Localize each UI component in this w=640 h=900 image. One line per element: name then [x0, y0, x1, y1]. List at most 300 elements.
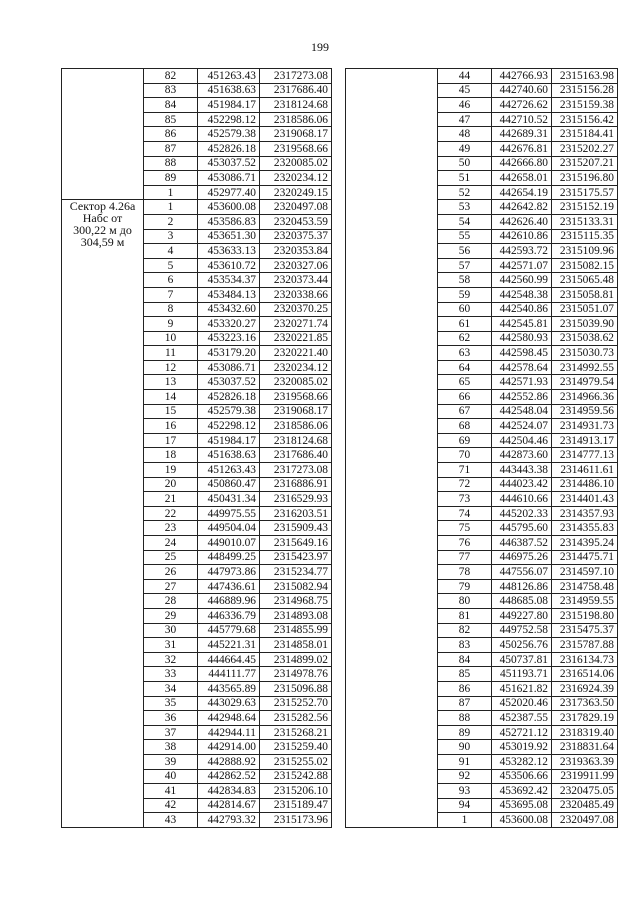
- point-number: 4: [144, 244, 198, 259]
- point-number: 89: [144, 171, 198, 186]
- coordinate-x: 453600.08: [198, 200, 260, 215]
- coordinate-y: 2320497.08: [260, 200, 332, 215]
- coordinate-y: 2315255.02: [260, 754, 332, 769]
- coordinate-y: 2314486.10: [552, 477, 618, 492]
- coordinate-x: 442578.64: [492, 360, 552, 375]
- coordinate-y: 2315163.98: [552, 69, 618, 84]
- point-number: 44: [438, 69, 492, 84]
- coordinate-y: 2315202.27: [552, 141, 618, 156]
- point-number: 26: [144, 565, 198, 580]
- point-number: 55: [438, 229, 492, 244]
- coordinate-x: 443443.38: [492, 463, 552, 478]
- coordinate-y: 2315207.21: [552, 156, 618, 171]
- point-number: 32: [144, 652, 198, 667]
- coordinate-y: 2315082.94: [260, 579, 332, 594]
- point-number: 78: [438, 565, 492, 580]
- coordinate-y: 2315030.73: [552, 346, 618, 361]
- coordinate-y: 2314475.71: [552, 550, 618, 565]
- table-row: [62, 200, 332, 215]
- point-number: 27: [144, 579, 198, 594]
- coordinate-x: 452826.18: [198, 141, 260, 156]
- point-number: 16: [144, 419, 198, 434]
- sector-label: Сектор 4.26а Набс от 300,22 м до 304,59 м: [62, 200, 144, 828]
- coordinate-x: 442793.32: [198, 813, 260, 828]
- coordinate-x: 442658.01: [492, 171, 552, 186]
- coordinate-x: 444023.42: [492, 477, 552, 492]
- coordinate-x: 442689.31: [492, 127, 552, 142]
- point-number: 20: [144, 477, 198, 492]
- coordinate-x: 453692.42: [492, 784, 552, 799]
- coordinate-y: 2318586.06: [260, 419, 332, 434]
- coordinate-x: 442710.52: [492, 112, 552, 127]
- coordinate-x: 443565.89: [198, 681, 260, 696]
- coordinate-x: 453019.92: [492, 740, 552, 755]
- coordinate-x: 451984.17: [198, 433, 260, 448]
- coordinate-y: 2315189.47: [260, 798, 332, 813]
- coordinate-y: 2315159.38: [552, 98, 618, 113]
- coordinate-y: 2315475.37: [552, 623, 618, 638]
- point-number: 9: [144, 317, 198, 332]
- coordinate-x: 445221.31: [198, 638, 260, 653]
- coordinate-x: 444664.45: [198, 652, 260, 667]
- point-number: 52: [438, 185, 492, 200]
- coordinate-y: 2315051.07: [552, 302, 618, 317]
- coordinate-y: 2314855.99: [260, 623, 332, 638]
- coordinate-x: 451263.43: [198, 69, 260, 84]
- coordinate-x: 453506.66: [492, 769, 552, 784]
- point-number: 71: [438, 463, 492, 478]
- point-number: 85: [144, 112, 198, 127]
- point-number: 65: [438, 375, 492, 390]
- coordinates-table-left: [61, 68, 332, 828]
- point-number: 18: [144, 448, 198, 463]
- coordinate-x: 449975.55: [198, 506, 260, 521]
- point-number: 14: [144, 390, 198, 405]
- coordinate-x: 442740.60: [492, 83, 552, 98]
- point-number: 94: [438, 798, 492, 813]
- point-number: 3: [144, 229, 198, 244]
- point-number: 84: [144, 98, 198, 113]
- coordinate-x: 442944.11: [198, 725, 260, 740]
- coordinate-y: 2315184.41: [552, 127, 618, 142]
- coordinate-x: 450256.76: [492, 638, 552, 653]
- coordinate-y: 2314968.75: [260, 594, 332, 609]
- coordinate-y: 2316134.73: [552, 652, 618, 667]
- coordinate-x: 442504.46: [492, 433, 552, 448]
- point-number: 22: [144, 506, 198, 521]
- point-number: 67: [438, 404, 492, 419]
- coordinate-y: 2316924.39: [552, 681, 618, 696]
- point-number: 91: [438, 754, 492, 769]
- coordinate-y: 2314992.55: [552, 360, 618, 375]
- point-number: 82: [438, 623, 492, 638]
- coordinate-x: 451621.82: [492, 681, 552, 696]
- coordinate-y: 2315787.88: [552, 638, 618, 653]
- coordinate-y: 2314899.02: [260, 652, 332, 667]
- point-number: 88: [438, 711, 492, 726]
- point-number: 93: [438, 784, 492, 799]
- coordinate-x: 443029.63: [198, 696, 260, 711]
- point-number: 89: [438, 725, 492, 740]
- coordinate-x: 453695.08: [492, 798, 552, 813]
- point-number: 69: [438, 433, 492, 448]
- coordinate-x: 442834.83: [198, 784, 260, 799]
- coordinate-y: 2315259.40: [260, 740, 332, 755]
- coordinate-y: 2315268.21: [260, 725, 332, 740]
- table-row: [62, 69, 332, 84]
- coordinate-x: 442948.64: [198, 711, 260, 726]
- coordinate-x: 453610.72: [198, 258, 260, 273]
- point-number: 42: [144, 798, 198, 813]
- coordinate-x: 442642.82: [492, 200, 552, 215]
- point-number: 88: [144, 156, 198, 171]
- coordinate-y: 2316203.51: [260, 506, 332, 521]
- coordinate-x: 453223.16: [198, 331, 260, 346]
- coordinate-y: 2315038.62: [552, 331, 618, 346]
- coordinate-x: 453179.20: [198, 346, 260, 361]
- coordinate-x: 452826.18: [198, 390, 260, 405]
- point-number: 83: [438, 638, 492, 653]
- coordinate-y: 2314959.56: [552, 404, 618, 419]
- point-number: 79: [438, 579, 492, 594]
- point-number: 45: [438, 83, 492, 98]
- coordinate-y: 2314777.13: [552, 448, 618, 463]
- coordinate-y: 2314931.73: [552, 419, 618, 434]
- point-number: 59: [438, 287, 492, 302]
- coordinate-y: 2314355.83: [552, 521, 618, 536]
- point-number: 23: [144, 521, 198, 536]
- coordinate-y: 2315234.77: [260, 565, 332, 580]
- coordinate-x: 442676.81: [492, 141, 552, 156]
- point-number: 19: [144, 463, 198, 478]
- coordinate-x: 450860.47: [198, 477, 260, 492]
- point-number: 63: [438, 346, 492, 361]
- point-number: 51: [438, 171, 492, 186]
- coordinate-x: 453037.52: [198, 156, 260, 171]
- coordinate-y: 2314611.61: [552, 463, 618, 478]
- coordinate-x: 452298.12: [198, 112, 260, 127]
- point-number: 21: [144, 492, 198, 507]
- point-number: 84: [438, 652, 492, 667]
- coordinate-x: 442560.99: [492, 273, 552, 288]
- point-number: 15: [144, 404, 198, 419]
- coordinate-x: 452579.38: [198, 404, 260, 419]
- coordinate-x: 449010.07: [198, 536, 260, 551]
- coordinate-y: 2316886.91: [260, 477, 332, 492]
- point-number: 86: [144, 127, 198, 142]
- point-number: 7: [144, 287, 198, 302]
- coordinate-x: 449227.80: [492, 608, 552, 623]
- coordinate-y: 2320485.49: [552, 798, 618, 813]
- coordinate-x: 450431.34: [198, 492, 260, 507]
- coordinate-x: 446975.26: [492, 550, 552, 565]
- coordinate-y: 2315206.10: [260, 784, 332, 799]
- point-number: 41: [144, 784, 198, 799]
- coordinate-y: 2315173.96: [260, 813, 332, 828]
- coordinate-y: 2314858.01: [260, 638, 332, 653]
- point-number: 81: [438, 608, 492, 623]
- coordinate-x: 442610.86: [492, 229, 552, 244]
- point-number: 39: [144, 754, 198, 769]
- coordinate-x: 453600.08: [492, 813, 552, 828]
- point-number: 31: [144, 638, 198, 653]
- coordinate-y: 2320234.12: [260, 360, 332, 375]
- coordinate-x: 442524.07: [492, 419, 552, 434]
- point-number: 83: [144, 83, 198, 98]
- coordinate-y: 2314893.08: [260, 608, 332, 623]
- coordinate-x: 452387.55: [492, 711, 552, 726]
- coordinate-y: 2315649.16: [260, 536, 332, 551]
- coordinate-y: 2319068.17: [260, 127, 332, 142]
- point-number: 49: [438, 141, 492, 156]
- coordinate-x: 446387.52: [492, 536, 552, 551]
- coordinate-x: 442545.81: [492, 317, 552, 332]
- coordinate-y: 2315133.31: [552, 214, 618, 229]
- coordinate-y: 2320327.06: [260, 258, 332, 273]
- point-number: 87: [144, 141, 198, 156]
- point-number: 37: [144, 725, 198, 740]
- coordinate-x: 445779.68: [198, 623, 260, 638]
- point-number: 13: [144, 375, 198, 390]
- point-number: 43: [144, 813, 198, 828]
- point-number: 85: [438, 667, 492, 682]
- point-number: 86: [438, 681, 492, 696]
- coordinate-x: 453086.71: [198, 171, 260, 186]
- coordinate-x: 442766.93: [492, 69, 552, 84]
- coordinate-y: 2320453.59: [260, 214, 332, 229]
- point-number: 68: [438, 419, 492, 434]
- point-number: 92: [438, 769, 492, 784]
- coordinate-x: 445795.60: [492, 521, 552, 536]
- coordinate-x: 446336.79: [198, 608, 260, 623]
- coordinate-y: 2317273.08: [260, 69, 332, 84]
- coordinate-x: 447973.86: [198, 565, 260, 580]
- point-number: 28: [144, 594, 198, 609]
- point-number: 11: [144, 346, 198, 361]
- coordinate-y: 2315252.70: [260, 696, 332, 711]
- coordinate-y: 2320375.37: [260, 229, 332, 244]
- coordinate-x: 444610.66: [492, 492, 552, 507]
- coordinate-y: 2315039.90: [552, 317, 618, 332]
- coordinate-y: 2317363.50: [552, 696, 618, 711]
- coordinate-x: 451638.63: [198, 83, 260, 98]
- coordinate-x: 445202.33: [492, 506, 552, 521]
- coordinate-x: 442552.86: [492, 390, 552, 405]
- coordinate-x: 451263.43: [198, 463, 260, 478]
- point-number: 30: [144, 623, 198, 638]
- coordinate-y: 2317829.19: [552, 711, 618, 726]
- coordinate-x: 448499.25: [198, 550, 260, 565]
- point-number: 24: [144, 536, 198, 551]
- point-number: 2: [144, 214, 198, 229]
- point-number: 74: [438, 506, 492, 521]
- sector-cell-continuation: [346, 69, 438, 828]
- coordinate-x: 453282.12: [492, 754, 552, 769]
- coordinate-y: 2315152.19: [552, 200, 618, 215]
- coordinate-x: 444111.77: [198, 667, 260, 682]
- coordinate-x: 452721.12: [492, 725, 552, 740]
- coordinate-y: 2315156.28: [552, 83, 618, 98]
- point-number: 70: [438, 448, 492, 463]
- coordinate-x: 442571.07: [492, 258, 552, 273]
- point-number: 12: [144, 360, 198, 375]
- point-number: 1: [438, 813, 492, 828]
- coordinate-x: 451984.17: [198, 98, 260, 113]
- coordinate-x: 452579.38: [198, 127, 260, 142]
- coordinate-x: 442814.67: [198, 798, 260, 813]
- coordinate-x: 453086.71: [198, 360, 260, 375]
- coordinate-y: 2314913.17: [552, 433, 618, 448]
- coordinate-y: 2315156.42: [552, 112, 618, 127]
- point-number: 72: [438, 477, 492, 492]
- coordinate-x: 447556.07: [492, 565, 552, 580]
- point-number: 1: [144, 200, 198, 215]
- coordinate-x: 449504.04: [198, 521, 260, 536]
- point-number: 5: [144, 258, 198, 273]
- coordinate-x: 442862.52: [198, 769, 260, 784]
- coordinate-x: 442571.93: [492, 375, 552, 390]
- coordinate-x: 448126.86: [492, 579, 552, 594]
- point-number: 77: [438, 550, 492, 565]
- coordinate-y: 2320338.66: [260, 287, 332, 302]
- coordinate-x: 450737.81: [492, 652, 552, 667]
- coordinate-x: 442580.93: [492, 331, 552, 346]
- coordinate-y: 2314966.36: [552, 390, 618, 405]
- point-number: 25: [144, 550, 198, 565]
- coordinate-x: 452298.12: [198, 419, 260, 434]
- point-number: 76: [438, 536, 492, 551]
- point-number: 57: [438, 258, 492, 273]
- point-number: 8: [144, 302, 198, 317]
- coordinate-y: 2315242.88: [260, 769, 332, 784]
- coordinate-x: 442548.38: [492, 287, 552, 302]
- coordinate-y: 2320249.15: [260, 185, 332, 200]
- coordinate-x: 442548.04: [492, 404, 552, 419]
- coordinate-x: 442626.40: [492, 214, 552, 229]
- coordinate-x: 453432.60: [198, 302, 260, 317]
- coordinate-y: 2318831.64: [552, 740, 618, 755]
- coordinate-x: 452977.40: [198, 185, 260, 200]
- coordinate-y: 2315196.80: [552, 171, 618, 186]
- coordinate-y: 2314597.10: [552, 565, 618, 580]
- point-number: 82: [144, 69, 198, 84]
- coordinate-y: 2316529.93: [260, 492, 332, 507]
- coordinate-y: 2317686.40: [260, 448, 332, 463]
- coordinate-x: 442540.86: [492, 302, 552, 317]
- coordinate-x: 451193.71: [492, 667, 552, 682]
- coordinate-x: 453586.83: [198, 214, 260, 229]
- coordinate-x: 447436.61: [198, 579, 260, 594]
- coordinate-y: 2315909.43: [260, 521, 332, 536]
- coordinate-y: 2319068.17: [260, 404, 332, 419]
- coordinate-y: 2315282.56: [260, 711, 332, 726]
- coordinate-y: 2319568.66: [260, 141, 332, 156]
- point-number: 33: [144, 667, 198, 682]
- coordinate-x: 453651.30: [198, 229, 260, 244]
- point-number: 46: [438, 98, 492, 113]
- point-number: 53: [438, 200, 492, 215]
- point-number: 36: [144, 711, 198, 726]
- coordinate-x: 442873.60: [492, 448, 552, 463]
- point-number: 90: [438, 740, 492, 755]
- point-number: 34: [144, 681, 198, 696]
- coordinate-y: 2320497.08: [552, 813, 618, 828]
- point-number: 17: [144, 433, 198, 448]
- coordinate-y: 2315423.97: [260, 550, 332, 565]
- coordinate-y: 2314979.54: [552, 375, 618, 390]
- point-number: 64: [438, 360, 492, 375]
- point-number: 58: [438, 273, 492, 288]
- coordinate-y: 2320234.12: [260, 171, 332, 186]
- coordinate-y: 2315096.88: [260, 681, 332, 696]
- coordinate-x: 453534.37: [198, 273, 260, 288]
- point-number: 40: [144, 769, 198, 784]
- coordinate-y: 2320370.25: [260, 302, 332, 317]
- coordinate-x: 448685.08: [492, 594, 552, 609]
- coordinate-y: 2320475.05: [552, 784, 618, 799]
- coordinate-y: 2318319.40: [552, 725, 618, 740]
- coordinate-y: 2316514.06: [552, 667, 618, 682]
- coordinate-y: 2317273.08: [260, 463, 332, 478]
- point-number: 50: [438, 156, 492, 171]
- point-number: 80: [438, 594, 492, 609]
- coordinate-y: 2314395.24: [552, 536, 618, 551]
- coordinate-y: 2320221.40: [260, 346, 332, 361]
- coordinate-x: 442914.00: [198, 740, 260, 755]
- point-number: 47: [438, 112, 492, 127]
- coordinate-x: 442654.19: [492, 185, 552, 200]
- coordinate-x: 453037.52: [198, 375, 260, 390]
- coordinate-y: 2314758.48: [552, 579, 618, 594]
- point-number: 29: [144, 608, 198, 623]
- point-number: 48: [438, 127, 492, 142]
- coordinate-x: 442888.92: [198, 754, 260, 769]
- point-number: 38: [144, 740, 198, 755]
- coordinate-y: 2320373.44: [260, 273, 332, 288]
- point-number: 87: [438, 696, 492, 711]
- sector-cell-continuation: [62, 69, 144, 200]
- point-number: 1: [144, 185, 198, 200]
- coordinate-y: 2314978.76: [260, 667, 332, 682]
- point-number: 54: [438, 214, 492, 229]
- point-number: 75: [438, 521, 492, 536]
- point-number: 60: [438, 302, 492, 317]
- coordinate-x: 453320.27: [198, 317, 260, 332]
- table-row: [346, 69, 618, 84]
- coordinate-y: 2315082.15: [552, 258, 618, 273]
- coordinate-x: 442598.45: [492, 346, 552, 361]
- coordinate-x: 442666.80: [492, 156, 552, 171]
- coordinate-y: 2315175.57: [552, 185, 618, 200]
- coordinate-y: 2314959.55: [552, 594, 618, 609]
- coordinate-y: 2318124.68: [260, 98, 332, 113]
- coordinate-x: 446889.96: [198, 594, 260, 609]
- coordinate-x: 452020.46: [492, 696, 552, 711]
- coordinate-x: 449752.58: [492, 623, 552, 638]
- coordinate-y: 2315109.96: [552, 244, 618, 259]
- coordinate-x: 453633.13: [198, 244, 260, 259]
- coordinate-x: 442593.72: [492, 244, 552, 259]
- coordinate-y: 2319911.99: [552, 769, 618, 784]
- point-number: 6: [144, 273, 198, 288]
- point-number: 10: [144, 331, 198, 346]
- coordinate-x: 442726.62: [492, 98, 552, 113]
- coordinate-y: 2320221.85: [260, 331, 332, 346]
- point-number: 62: [438, 331, 492, 346]
- coordinate-y: 2320353.84: [260, 244, 332, 259]
- coordinate-y: 2315065.48: [552, 273, 618, 288]
- point-number: 61: [438, 317, 492, 332]
